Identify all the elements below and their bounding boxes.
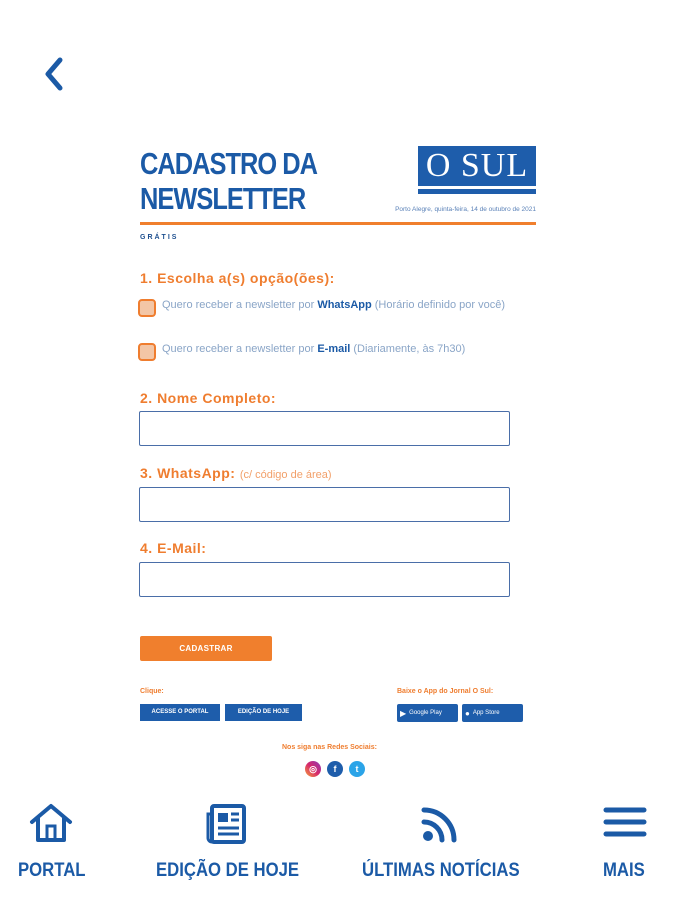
option-email[interactable] <box>138 342 518 361</box>
instagram-icon[interactable]: ◎ <box>305 761 321 777</box>
submit-button[interactable]: CADASTRAR <box>140 636 272 661</box>
facebook-icon[interactable]: f <box>327 761 343 777</box>
option-email-label: Quero receber a newsletter por E-mail (Diariamente, às 7h30) <box>162 343 466 355</box>
chevron-left-icon <box>38 54 74 94</box>
email-field[interactable] <box>139 562 510 597</box>
email-checkbox[interactable] <box>138 343 156 361</box>
rss-icon <box>418 800 464 846</box>
social-links <box>305 761 365 777</box>
whatsapp-field[interactable] <box>139 487 510 522</box>
home-icon <box>28 800 74 846</box>
page-title-line2: NEWSLETTER <box>140 181 306 216</box>
google-play-label: Google Play <box>409 710 442 716</box>
full-name-field[interactable] <box>139 411 510 446</box>
social-label: Nos siga nas Redes Sociais: <box>282 744 377 751</box>
logo-text: O SUL <box>418 146 536 186</box>
click-label: Clique: <box>140 688 164 695</box>
whatsapp-checkbox[interactable] <box>138 299 156 317</box>
back-button[interactable] <box>38 54 74 94</box>
menu-icon <box>602 800 648 846</box>
edition-button[interactable]: EDIÇÃO DE HOJE <box>225 704 302 721</box>
o-sul-logo <box>418 146 536 196</box>
page-title <box>140 146 317 216</box>
tab-portal[interactable] <box>18 790 88 890</box>
step4-title: 4. E-Mail: <box>140 540 207 556</box>
tab-mais-label: MAIS <box>603 860 645 881</box>
dateline: Porto Alegre, quinta-feira, 14 de outubro de 2021 <box>395 206 536 213</box>
step3-label: 3. WhatsApp: <box>140 465 236 481</box>
apple-icon: ● <box>465 708 470 718</box>
tab-edicao-label: EDIÇÃO DE HOJE <box>156 860 300 881</box>
option-whatsapp-label: Quero receber a newsletter por WhatsApp (Horário definido por você) <box>162 299 505 311</box>
step3-title <box>140 465 332 481</box>
tab-ultimas-label: ÚLTIMAS NOTÍCIAS <box>362 860 520 881</box>
portal-button[interactable]: ACESSE O PORTAL <box>140 704 220 721</box>
app-store-label: App Store <box>472 710 500 716</box>
google-play-button[interactable] <box>397 704 458 722</box>
bottom-tab-bar <box>0 790 675 900</box>
option-whatsapp[interactable] <box>138 298 518 317</box>
step3-hint: (c/ código de área) <box>239 469 332 481</box>
step1-title: 1. Escolha a(s) opção(ões): <box>140 270 335 286</box>
tab-ultimas-noticias[interactable] <box>362 790 522 890</box>
newspaper-icon <box>204 800 250 846</box>
page-title-line1: CADASTRO DA <box>140 146 318 181</box>
newsletter-header <box>140 146 536 246</box>
tab-mais[interactable] <box>600 790 652 890</box>
gratis-label: GRÁTIS <box>140 234 179 241</box>
tab-portal-label: PORTAL <box>18 860 86 881</box>
header-divider <box>140 222 536 225</box>
twitter-icon[interactable]: t <box>349 761 365 777</box>
tab-edicao-de-hoje[interactable] <box>156 790 301 890</box>
app-store-button[interactable] <box>462 704 523 722</box>
app-label: Baixe o App do Jornal O Sul: <box>397 688 494 695</box>
google-play-icon: ▶ <box>400 708 407 718</box>
step2-title: 2. Nome Completo: <box>140 390 277 406</box>
logo-stripe <box>418 189 536 194</box>
